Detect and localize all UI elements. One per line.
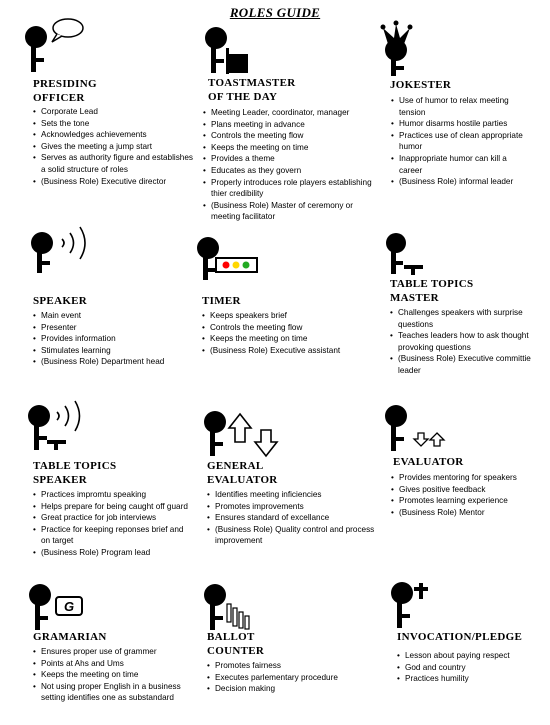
list-item: • Meeting Leader, coordinator, manager	[203, 107, 375, 119]
list-item: • Great practice for job interviews	[33, 512, 193, 524]
list-item: • (Business Role) Program lead	[33, 547, 193, 559]
person-table-sound-waves-icon	[27, 398, 99, 454]
list-item: • Ensures standard of excellance	[207, 512, 377, 524]
list-item: • Points at Ahs and Ums	[33, 658, 198, 670]
list-item: • Sets the tone	[33, 118, 193, 130]
person-traffic-light-icon	[196, 236, 266, 282]
list-item: • Use of humor to relax meeting tension	[391, 95, 531, 118]
person-jester-hat-icon	[380, 18, 430, 78]
list-item: • Decision making	[207, 683, 377, 695]
role-name: TIMER	[202, 295, 241, 307]
list-item: • Promotes learning experience	[391, 495, 536, 507]
person-up-down-arrows-icon	[203, 410, 283, 458]
role-name: SPEAKER	[33, 474, 88, 486]
list-item: • Corporate Lead	[33, 106, 193, 118]
role-name: OF THE DAY	[208, 91, 278, 103]
list-item: • Main event	[33, 310, 193, 322]
role-name: GRAMARIAN	[33, 631, 107, 643]
list-item: • Executes parlementary procedure	[207, 672, 377, 684]
person-cross-icon	[390, 580, 438, 630]
list-item: • Plans meeting in advance	[203, 119, 375, 131]
list-item: • Properly introduces role players establishing thier credibility	[203, 177, 375, 200]
person-speech-bubble-icon	[22, 18, 88, 74]
list-item: • (Business Role) Executive director	[33, 176, 193, 188]
list-item: • (Business Role) informal leader	[391, 176, 531, 188]
list-item: • Identifies meeting inficiencies	[207, 489, 377, 501]
list-item: • Practice for keeping reponses brief and on target	[33, 524, 193, 547]
role-name: SPEAKER	[33, 295, 88, 307]
role-name: INVOCATION/PLEDGE	[397, 631, 523, 643]
list-item: • Educates as they govern	[203, 165, 375, 177]
list-item: • Practices use of clean appropriate humor	[391, 130, 531, 153]
list-item: • (Business Role) Department head	[33, 356, 193, 368]
role-name: PRESIDING	[33, 78, 97, 90]
list-item: • Gives the meeting a jump start	[33, 141, 193, 153]
list-item: • Lesson about paying respect	[397, 650, 537, 662]
list-item: • Inappropriate humor can kill a career	[391, 153, 531, 176]
person-small-arrows-icon	[382, 403, 447, 453]
list-item: • Practices impromtu speaking	[33, 489, 193, 501]
list-item: • Acknowledges achievements	[33, 129, 193, 141]
list-item: • (Business Role) Mentor	[391, 507, 536, 519]
role-name: MASTER	[390, 292, 439, 304]
list-item: • (Business Role) Quality control and process improvement	[207, 524, 377, 547]
person-table-icon	[384, 232, 429, 276]
role-name: GENERAL	[207, 460, 264, 472]
list-item: • (Business Role) Executive committie leader	[390, 353, 532, 376]
list-item: • Provides information	[33, 333, 193, 345]
list-item: • Practices humility	[397, 673, 537, 685]
role-name: JOKESTER	[390, 79, 452, 91]
list-item: • Gives positive feedback	[391, 484, 536, 496]
list-item: • Serves as authority figure and establishes a solid structure of roles	[33, 152, 193, 175]
role-name: COUNTER	[207, 645, 265, 657]
list-item: • Keeps speakers brief	[202, 310, 374, 322]
list-item: • Provides a theme	[203, 153, 375, 165]
role-name: BALLOT	[207, 631, 255, 643]
list-item: • Not using proper English in a business setting identifies one as substandard	[33, 681, 198, 704]
list-item: • Keeps the meeting on time	[33, 669, 198, 681]
person-g-sign-icon	[28, 582, 98, 632]
role-name: EVALUATOR	[393, 456, 464, 468]
role-name: OFFICER	[33, 92, 85, 104]
list-item: • Challenges speakers with surprise questions	[390, 307, 532, 330]
person-ballot-bars-icon	[203, 582, 258, 632]
list-item: • (Business Role) Master of ceremony or meeting facilitator	[203, 200, 375, 223]
person-flag-icon	[204, 26, 254, 76]
list-item: • Humor disarms hostile parties	[391, 118, 531, 130]
list-item: • God and country	[397, 662, 537, 674]
list-item: • (Business Role) Executive assistant	[202, 345, 374, 357]
list-item: • Helps prepare for being caught off guard	[33, 501, 193, 513]
list-item: • Teaches leaders how to ask thought provoking questions	[390, 330, 532, 353]
list-item: • Controls the meeting flow	[203, 130, 375, 142]
list-item: • Keeps the meeting on time	[202, 333, 374, 345]
role-name: TOASTMASTER	[208, 77, 296, 89]
list-item: • Stimulates learning	[33, 345, 193, 357]
role-name: TABLE TOPICS	[390, 278, 474, 290]
list-item: • Promotes fairness	[207, 660, 377, 672]
role-name: TABLE TOPICS	[33, 460, 117, 472]
person-sound-waves-icon	[30, 225, 105, 275]
list-item: • Presenter	[33, 322, 193, 334]
role-name: EVALUATOR	[207, 474, 278, 486]
list-item: • Ensures proper use of grammer	[33, 646, 198, 658]
page-title: ROLES GUIDE	[229, 5, 321, 20]
list-item: • Keeps the meeting on time	[203, 142, 375, 154]
list-item: • Promotes improvements	[207, 501, 377, 513]
list-item: • Controls the meeting flow	[202, 322, 374, 334]
g-sign-letter: G	[63, 599, 75, 614]
list-item: • Provides mentoring for speakers	[391, 472, 536, 484]
